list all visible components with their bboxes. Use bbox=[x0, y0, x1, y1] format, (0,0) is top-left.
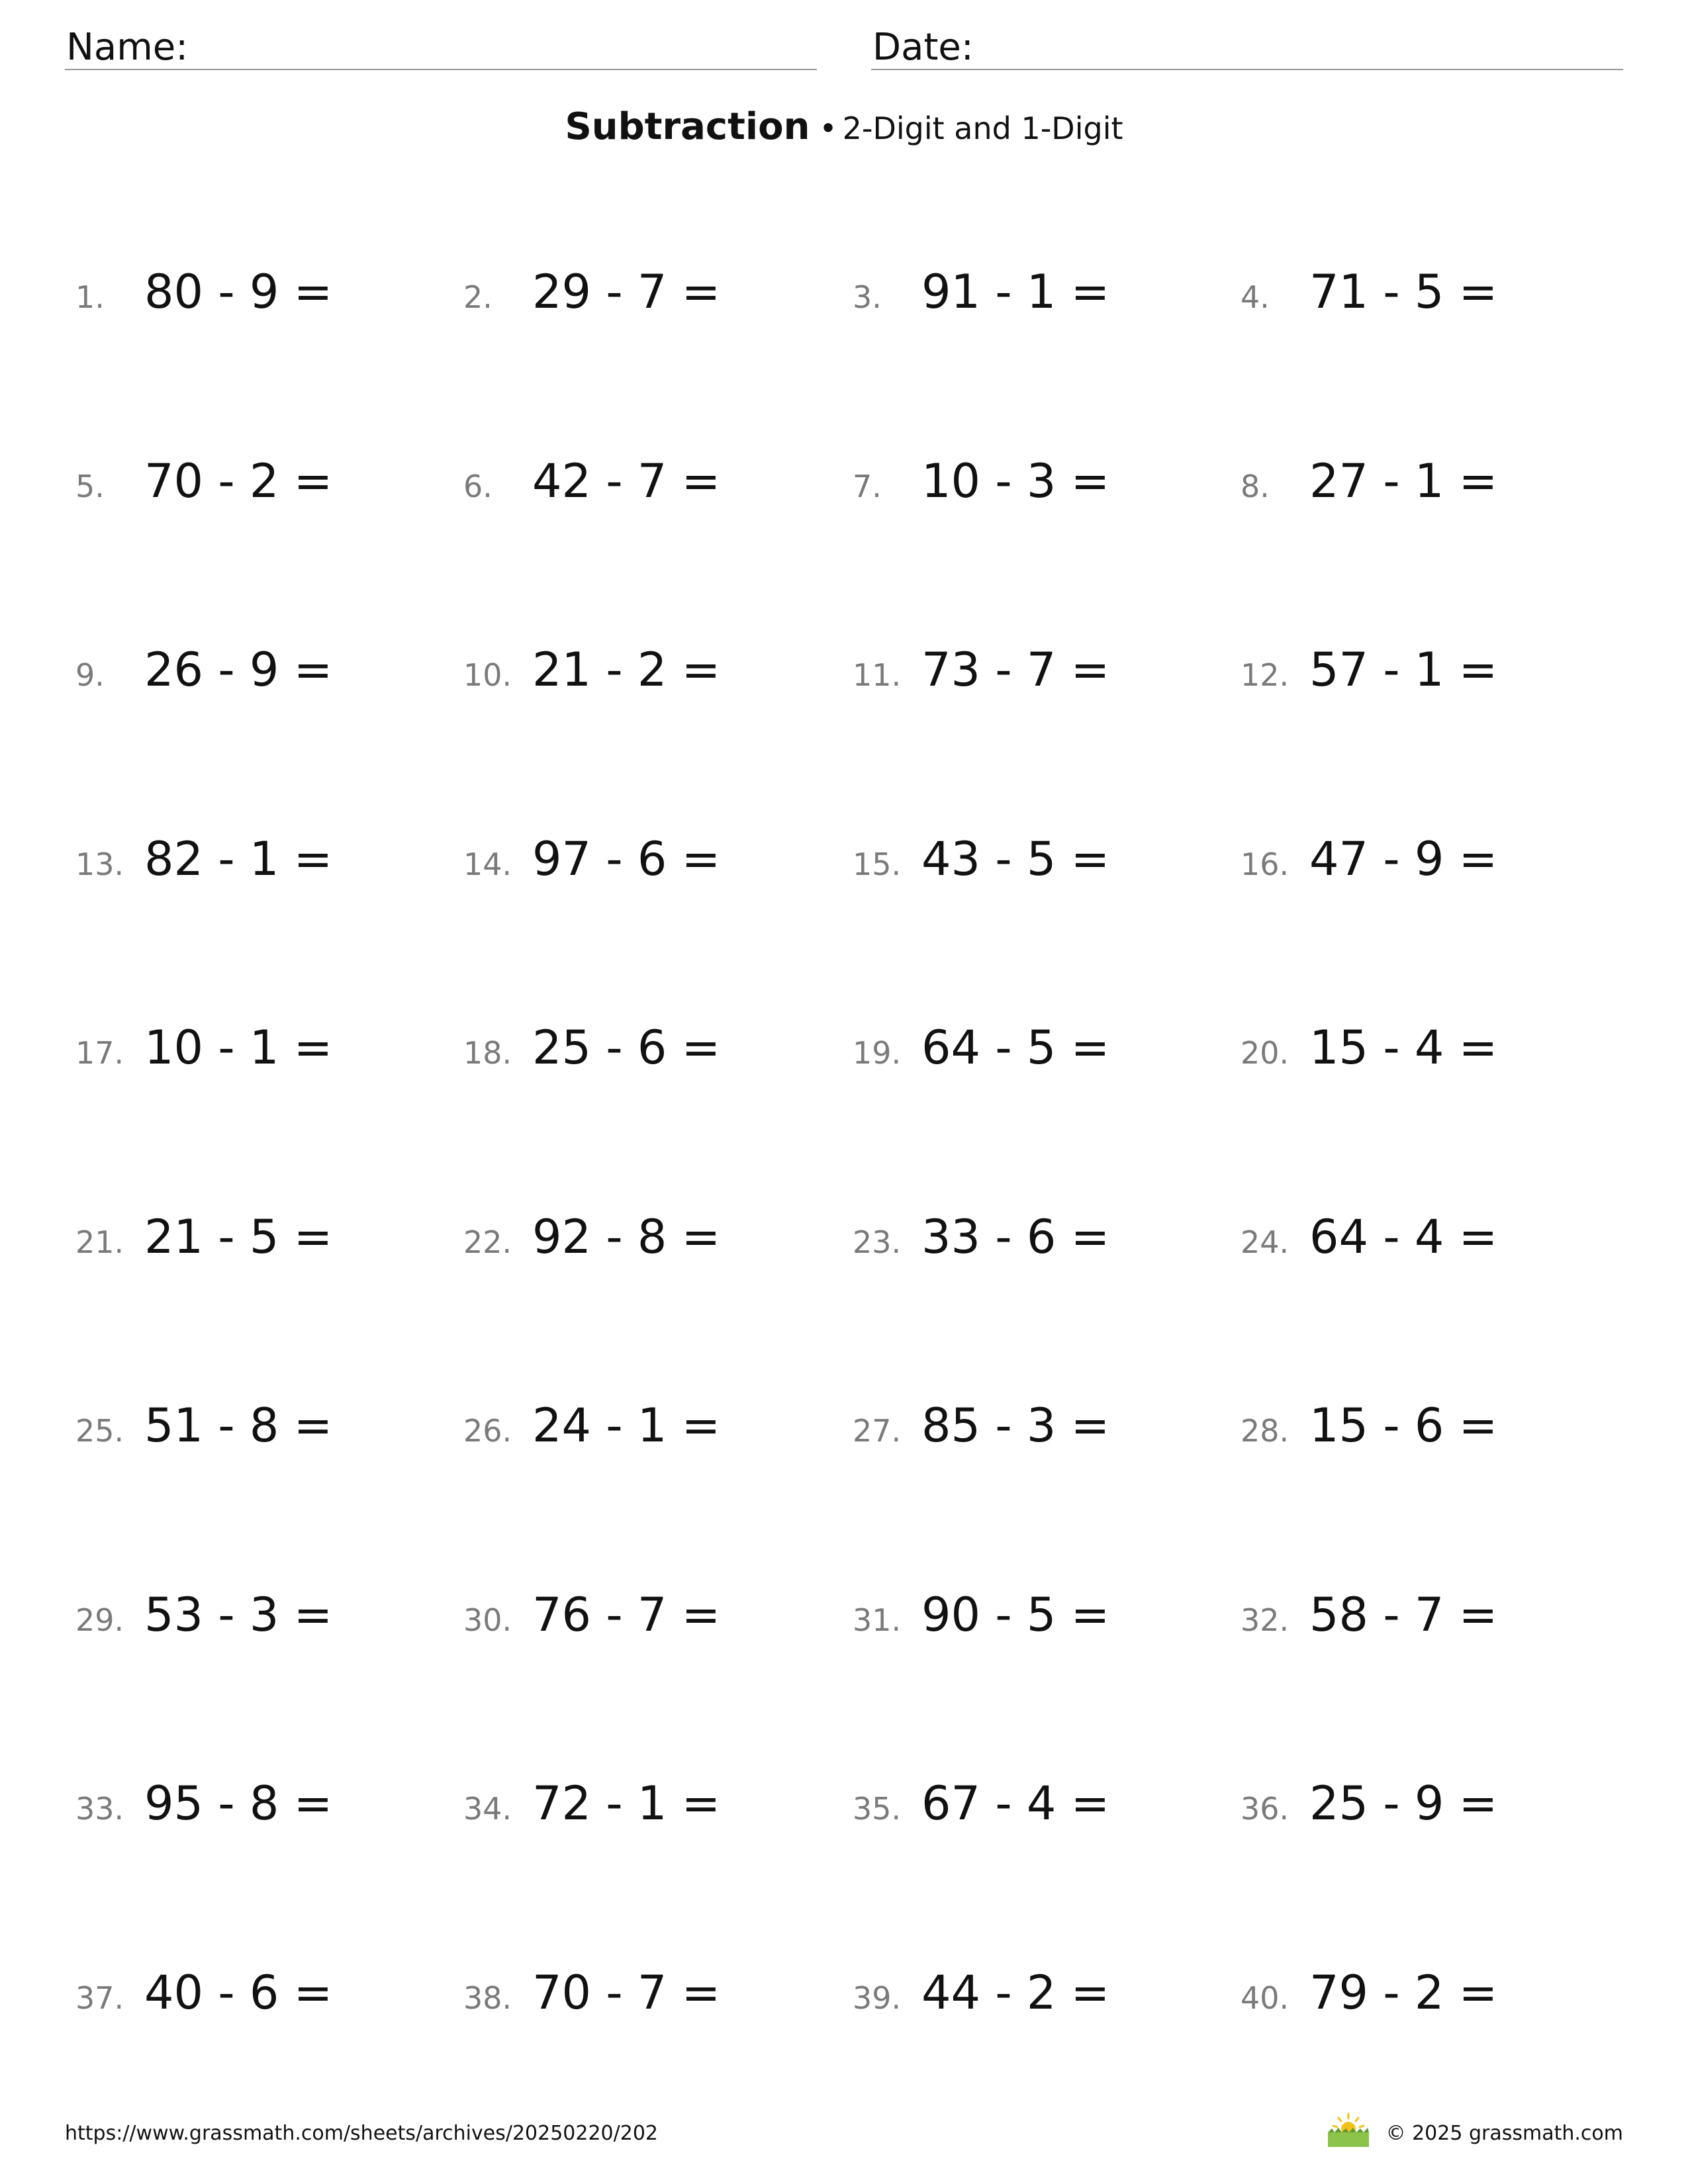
problem-number: 28. bbox=[1241, 1413, 1289, 1449]
problem-expression: 76 - 7 = bbox=[532, 1588, 721, 1642]
problem-number: 16. bbox=[1241, 846, 1289, 882]
problem-number: 21. bbox=[75, 1224, 124, 1260]
problem-expression: 70 - 2 = bbox=[144, 454, 333, 508]
problem-expression: 82 - 1 = bbox=[144, 832, 333, 886]
problem-expression: 10 - 3 = bbox=[921, 454, 1110, 508]
problem-expression: 71 - 5 = bbox=[1309, 265, 1498, 319]
problem-number: 20. bbox=[1241, 1035, 1289, 1071]
problem-number: 6. bbox=[463, 469, 492, 504]
sun-over-grass-icon bbox=[1325, 2111, 1372, 2148]
problem-number: 18. bbox=[463, 1035, 512, 1071]
problem-expression: 51 - 8 = bbox=[144, 1398, 333, 1453]
problem-expression: 15 - 6 = bbox=[1309, 1398, 1498, 1453]
problem-number: 10. bbox=[463, 657, 512, 693]
problem-number: 1. bbox=[75, 279, 105, 315]
problem-expression: 42 - 7 = bbox=[532, 454, 721, 508]
problem-expression: 33 - 6 = bbox=[921, 1210, 1110, 1264]
problem-expression: 70 - 7 = bbox=[532, 1966, 721, 2020]
problem-expression: 73 - 7 = bbox=[921, 643, 1110, 697]
problem-expression: 67 - 4 = bbox=[921, 1776, 1110, 1831]
problem-number: 14. bbox=[463, 846, 512, 882]
problem-number: 40. bbox=[1241, 1980, 1289, 2016]
problem-expression: 97 - 6 = bbox=[532, 832, 721, 886]
problem-number: 29. bbox=[75, 1602, 124, 1638]
problem-expression: 85 - 3 = bbox=[921, 1398, 1110, 1453]
problem-number: 22. bbox=[463, 1224, 512, 1260]
problem-expression: 15 - 4 = bbox=[1309, 1021, 1498, 1075]
date-label: Date: bbox=[872, 26, 974, 69]
problem-number: 31. bbox=[853, 1602, 902, 1638]
problem-number: 11. bbox=[853, 657, 902, 693]
problem-expression: 10 - 1 = bbox=[144, 1021, 333, 1075]
title-separator: • bbox=[819, 111, 837, 146]
problem-number: 7. bbox=[853, 469, 882, 504]
problem-number: 5. bbox=[75, 469, 105, 504]
problem-number: 35. bbox=[853, 1791, 902, 1827]
problem-expression: 25 - 6 = bbox=[532, 1021, 721, 1075]
problem-expression: 57 - 1 = bbox=[1309, 643, 1498, 697]
problem-expression: 24 - 1 = bbox=[532, 1398, 721, 1453]
title-subtitle: 2-Digit and 1-Digit bbox=[842, 111, 1123, 146]
problem-expression: 72 - 1 = bbox=[532, 1776, 721, 1831]
title-main: Subtraction bbox=[565, 105, 810, 148]
problem-number: 19. bbox=[853, 1035, 902, 1071]
problem-expression: 43 - 5 = bbox=[921, 832, 1110, 886]
problem-number: 38. bbox=[463, 1980, 512, 2016]
problem-number: 39. bbox=[853, 1980, 902, 2016]
problem-number: 12. bbox=[1241, 657, 1289, 693]
problem-number: 13. bbox=[75, 846, 124, 882]
footer-copyright: © 2025 grassmath.com bbox=[1385, 2122, 1623, 2145]
problem-expression: 29 - 7 = bbox=[532, 265, 721, 319]
problem-number: 24. bbox=[1241, 1224, 1289, 1260]
problem-number: 9. bbox=[75, 657, 105, 693]
problem-expression: 80 - 9 = bbox=[144, 265, 333, 319]
problem-expression: 53 - 3 = bbox=[144, 1588, 333, 1642]
problem-expression: 95 - 8 = bbox=[144, 1776, 333, 1831]
problem-expression: 92 - 8 = bbox=[532, 1210, 721, 1264]
problem-expression: 40 - 6 = bbox=[144, 1966, 333, 2020]
problem-expression: 21 - 5 = bbox=[144, 1210, 333, 1264]
problem-expression: 21 - 2 = bbox=[532, 643, 721, 697]
problem-number: 3. bbox=[853, 279, 882, 315]
name-label: Name: bbox=[66, 26, 189, 69]
problem-expression: 90 - 5 = bbox=[921, 1588, 1110, 1642]
problem-number: 27. bbox=[853, 1413, 902, 1449]
problem-number: 36. bbox=[1241, 1791, 1289, 1827]
problem-expression: 64 - 4 = bbox=[1309, 1210, 1498, 1264]
problem-expression: 91 - 1 = bbox=[921, 265, 1110, 319]
problem-expression: 44 - 2 = bbox=[921, 1966, 1110, 2020]
problem-expression: 25 - 9 = bbox=[1309, 1776, 1498, 1831]
problem-expression: 64 - 5 = bbox=[921, 1021, 1110, 1075]
problem-number: 33. bbox=[75, 1791, 124, 1827]
problem-number: 4. bbox=[1241, 279, 1270, 315]
problem-expression: 79 - 2 = bbox=[1309, 1966, 1498, 2020]
problem-number: 8. bbox=[1241, 469, 1270, 504]
problem-number: 15. bbox=[853, 846, 902, 882]
problem-number: 30. bbox=[463, 1602, 512, 1638]
problem-expression: 26 - 9 = bbox=[144, 643, 333, 697]
problem-number: 2. bbox=[463, 279, 492, 315]
problem-number: 32. bbox=[1241, 1602, 1289, 1638]
problem-number: 17. bbox=[75, 1035, 124, 1071]
problem-number: 34. bbox=[463, 1791, 512, 1827]
footer-url: https://www.grassmath.com/sheets/archives/20250220/202 bbox=[65, 2122, 659, 2145]
problem-number: 23. bbox=[853, 1224, 902, 1260]
problem-expression: 58 - 7 = bbox=[1309, 1588, 1498, 1642]
problem-number: 25. bbox=[75, 1413, 124, 1449]
problem-expression: 47 - 9 = bbox=[1309, 832, 1498, 886]
grass-field bbox=[1328, 2132, 1369, 2147]
problem-number: 37. bbox=[75, 1980, 124, 2016]
problem-number: 26. bbox=[463, 1413, 512, 1449]
problem-expression: 27 - 1 = bbox=[1309, 454, 1498, 508]
